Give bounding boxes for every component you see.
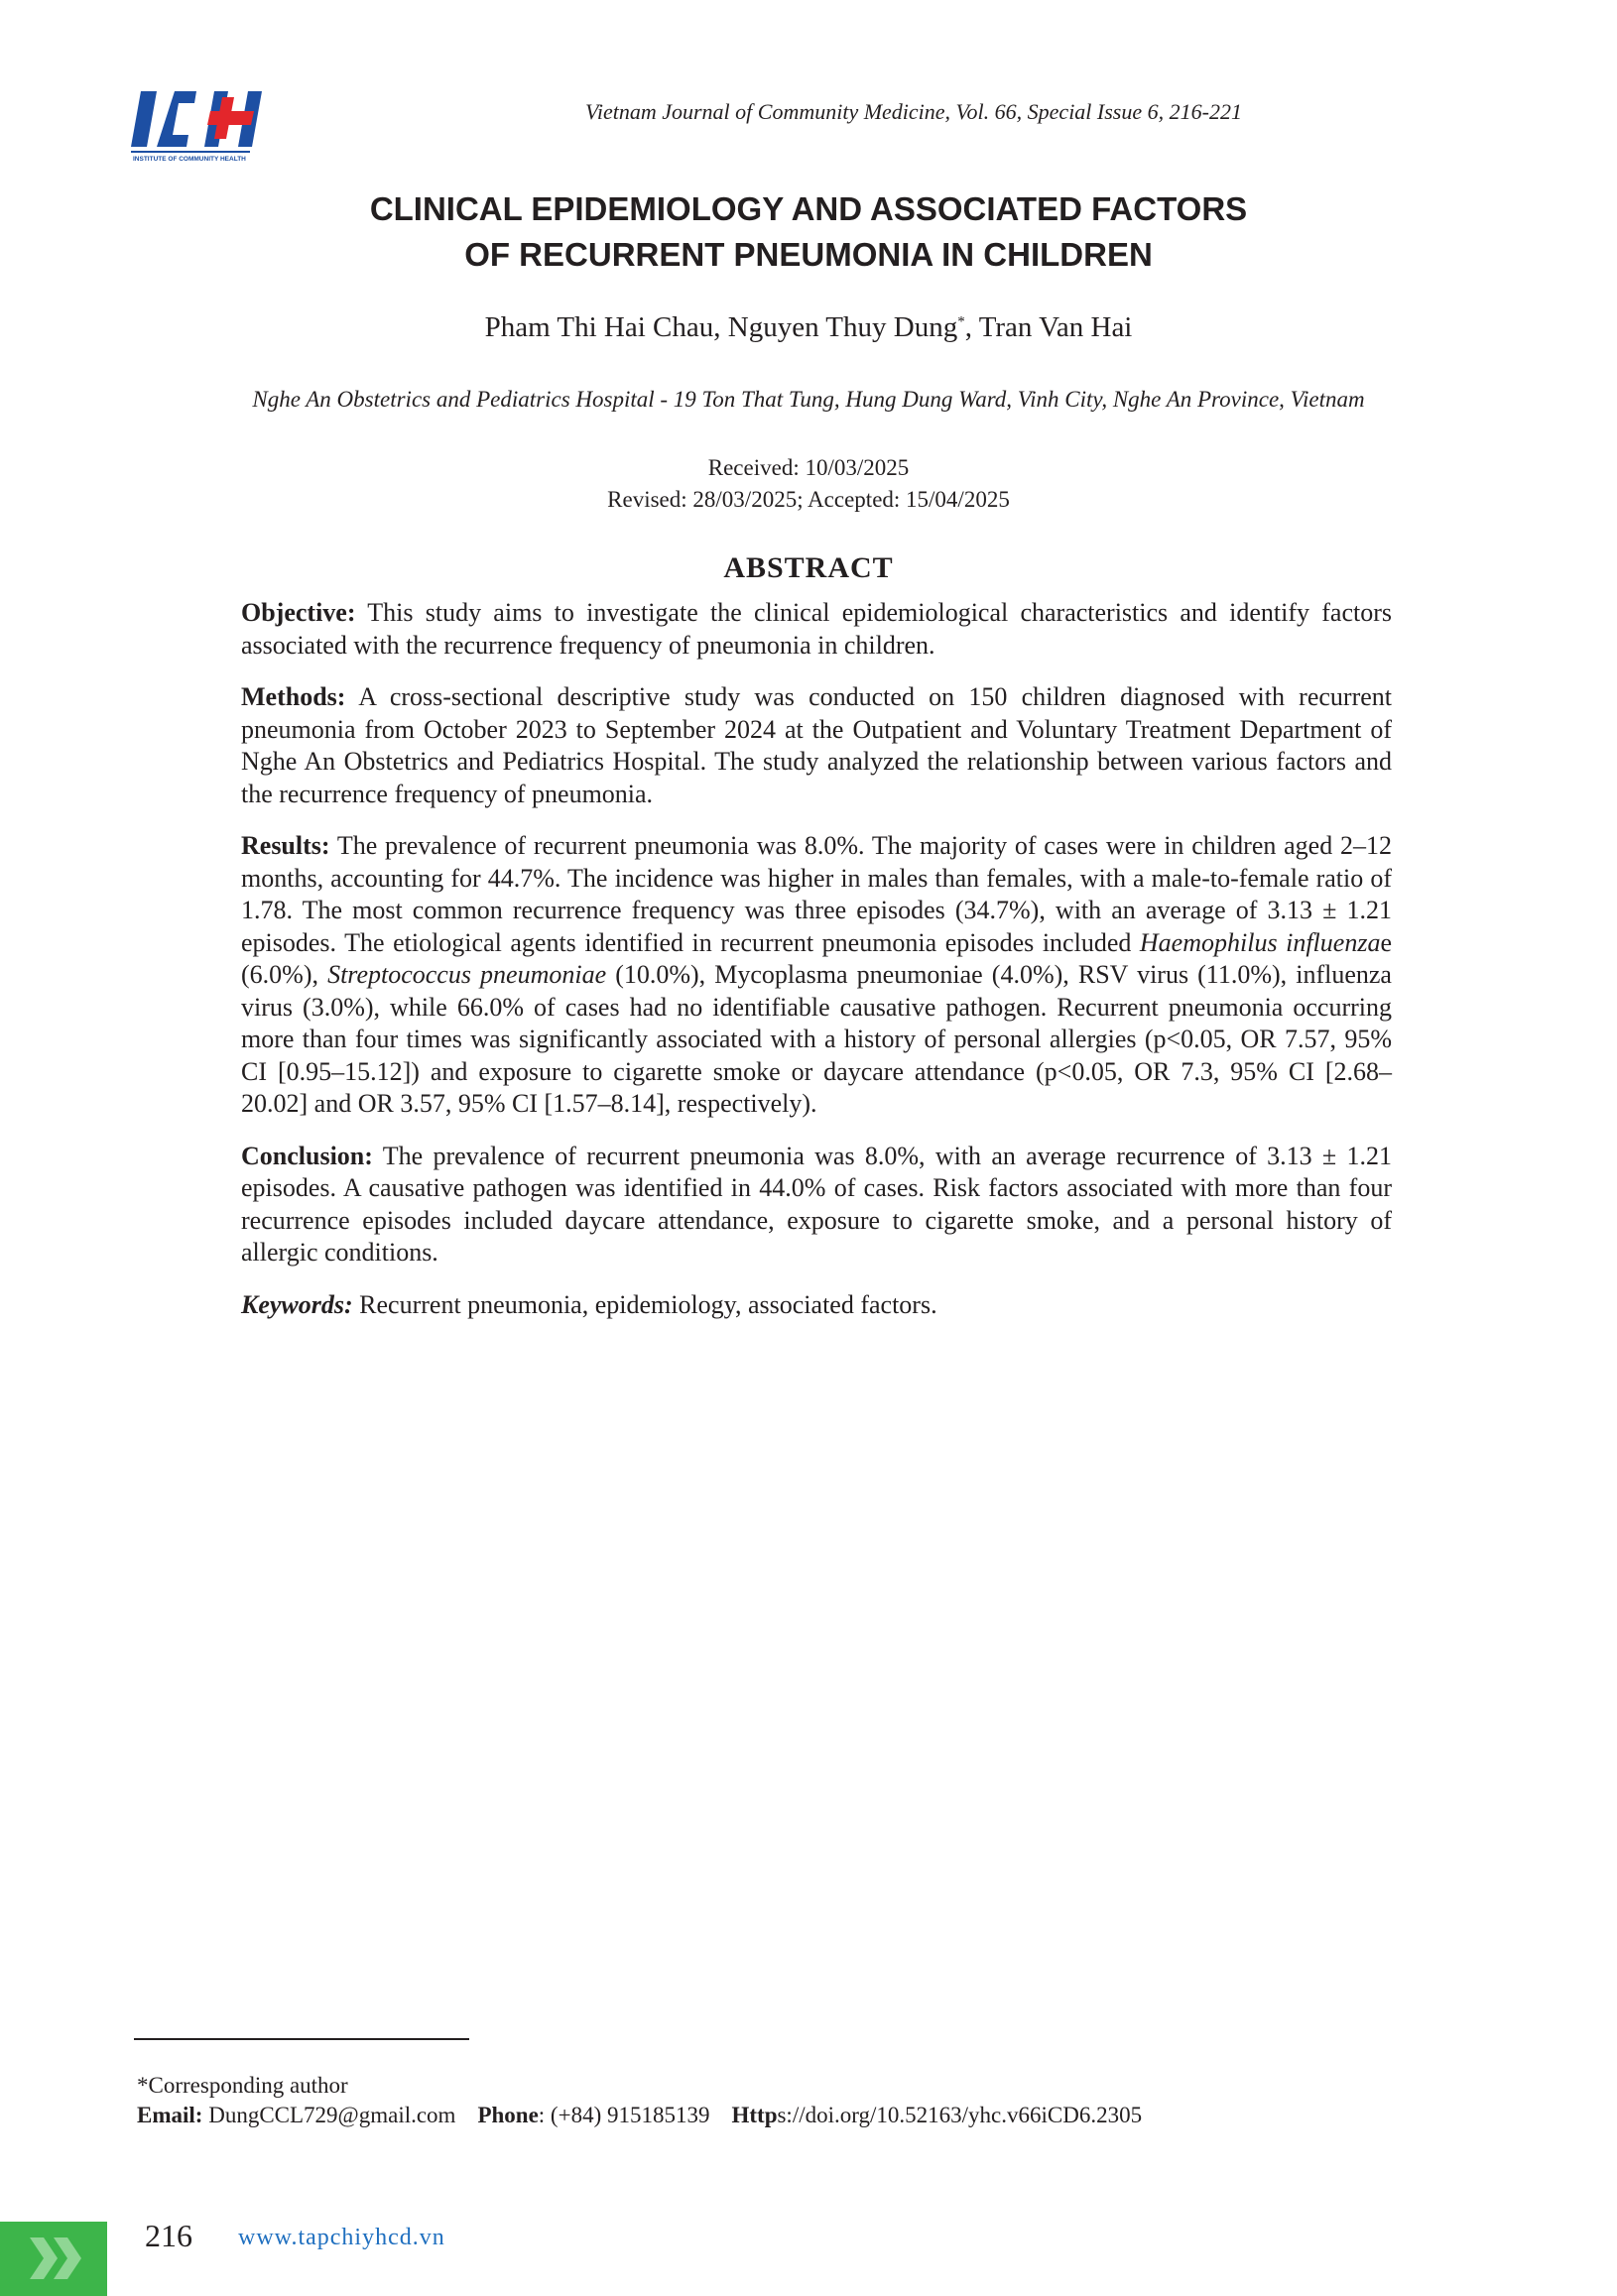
doi-label: Http [731,2103,778,2127]
affiliation: Nghe An Obstetrics and Pediatrics Hospital - 19 Ton That Tung, Hung Dung Ward, Vinh City, Nghe An Province, Vietnam [252,387,1365,412]
results-text-1: The prevalence of recurrent pneumonia was 8.0%. The majority of cases were in children aged 2–12 months, accounting for 44.7%. The incidence was higher in males than females, with a male-to-female ratio of 1.78. The most common recurrence frequency was three episodes (34.7%), with an average of 3.13 ± 1.21 episodes. The etiological agents identified in recurrent pneumonia episodes included [241,831,1392,957]
results-paragraph [241,830,1392,1121]
objective-text: This study aims to investigate the clinical epidemiological characteristics and identify factors associated with the recurrence frequency of pneumonia in children. [241,598,1392,660]
phone-label: Phone [477,2103,539,2127]
page-number: 216 [145,2218,192,2253]
journal-logo [131,87,266,165]
objective-label: Objective: [241,598,356,627]
methods-text: A cross-sectional descriptive study was conducted on 150 children diagnosed with recurrent pneumonia from October 2023 to September 2024 at the Outpatient and Voluntary Treatment Department of Nghe An Obstetrics and Pediatrics Hospital. The study analyzed the relationship between various factors and the recurrence frequency of pneumonia. [241,682,1392,808]
email-label: Email: [137,2103,203,2127]
email-value[interactable]: DungCCL729@gmail.com [202,2103,456,2127]
article-dates [0,452,1617,516]
conclusion-paragraph [241,1141,1392,1269]
results-species-2: Streptococcus pneumoniae [327,960,607,989]
abstract-body [241,597,1392,1341]
conclusion-text: The prevalence of recurrent pneumonia was 8.0%, with an average recurrence of 3.13 ± 1.21 episodes. A causative pathogen was identified in 44.0% of cases. Risk factors associated with more than four recurrence episodes included daycare attendance, exposure to cigarette smoke, and a personal history of allergic conditions. [241,1141,1392,1267]
keywords-label: Keywords: [241,1289,353,1319]
title-line-1: CLINICAL EPIDEMIOLOGY AND ASSOCIATED FACTORS [369,190,1248,227]
results-text-2: e (6.0%), [241,927,1392,989]
logo-caption: INSTITUTE OF COMMUNITY HEALTH [133,156,246,163]
title-line-2: OF RECURRENT PNEUMONIA IN CHILDREN [464,236,1153,273]
journal-citation: Vietnam Journal of Community Medicine, Vol. 66, Special Issue 6, 216-221 [585,99,1242,124]
footnote [137,2071,1526,2130]
methods-label: Methods: [241,682,346,711]
doi-link[interactable]: s://doi.org/10.52163/yhc.v66iCD6.2305 [777,2103,1143,2127]
contact-line [137,2101,1526,2130]
methods-paragraph [241,681,1392,810]
ich-logo-icon [131,87,266,165]
results-text-3: (10.0%), Mycoplasma pneumoniae (4.0%), RSV virus (11.0%), influenza virus (3.0%), while 66.0% of cases had no identifiable causative pathogen. Recurrent pneumonia occurring more than four times was significantly associated with a history of personal allergies (p<0.05, OR 7.57, 95% CI [0.95–15.12]) and exposure to cigarette smoke or daycare attendance (p<0.05, OR 7.3, 95% CI [2.68–20.02] and OR 3.57, 95% CI [1.57–8.14], respectively). [241,960,1392,1118]
results-label: Results: [241,831,330,860]
keywords-text: Recurrent pneumonia, epidemiology, associated factors. [352,1289,937,1319]
double-chevron-icon [30,2234,89,2283]
authors-main: Pham Thi Hai Chau, Nguyen Thuy Dung [484,311,958,343]
conclusion-label: Conclusion: [241,1141,373,1170]
received-date: Received: 10/03/2025 [707,455,910,480]
footnote-divider [134,2038,469,2040]
revised-accepted-date: Revised: 28/03/2025; Accepted: 15/04/2025 [607,487,1010,512]
keywords-paragraph [241,1289,1392,1322]
corresponding-author-note: *Corresponding author [137,2073,348,2098]
abstract-heading: ABSTRACT [723,551,894,584]
authors-rest: , Tran Van Hai [964,311,1133,343]
website-link[interactable]: www.tapchiyhcd.vn [238,2225,445,2250]
objective-paragraph [241,597,1392,662]
footer-tab [0,2222,107,2296]
article-title [0,186,1617,278]
corresponding-mark: * [957,313,965,330]
phone-value: : (+84) 915185139 [538,2103,710,2127]
author-list [0,311,1617,344]
results-species-1: Haemophilus influenza [1139,927,1381,957]
